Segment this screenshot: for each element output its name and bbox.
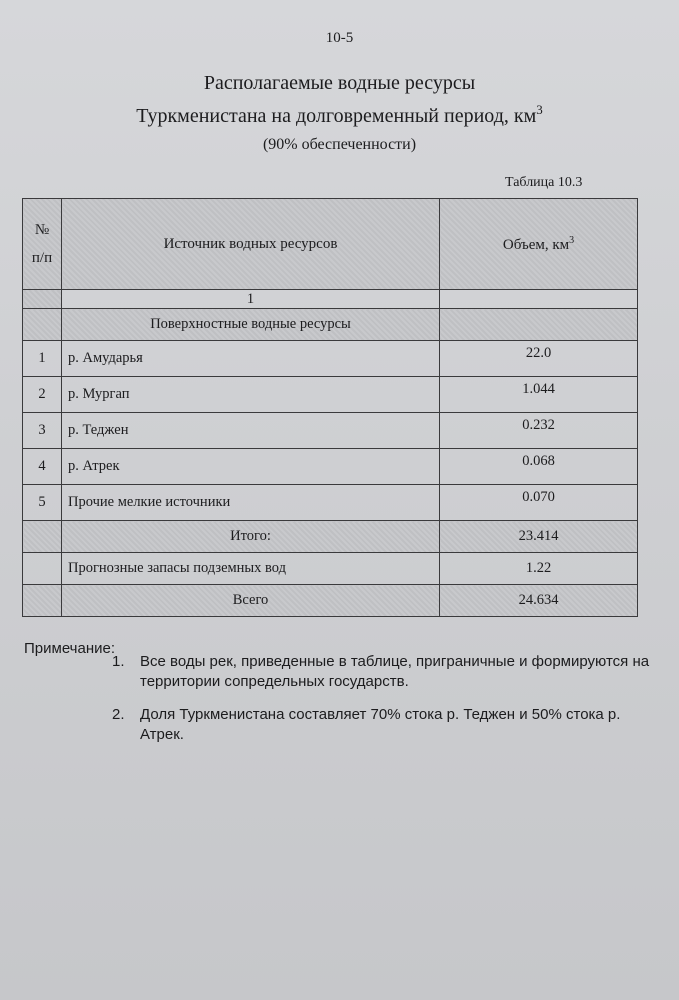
title-superscript: 3 <box>536 102 543 117</box>
note-number: 2. <box>112 706 125 723</box>
row-volume: 22.0 <box>440 341 638 377</box>
subtotal-value: 23.414 <box>440 521 638 553</box>
column-number-row <box>23 290 638 309</box>
header-volume <box>440 199 638 290</box>
groundwater-empty <box>23 553 62 585</box>
page-number: 10-5 <box>325 30 354 46</box>
row-volume: 0.232 <box>440 413 638 449</box>
table-row <box>23 377 638 413</box>
title-line-2 <box>0 102 679 128</box>
total-empty <box>23 585 62 617</box>
row-number: 5 <box>23 485 62 521</box>
header-number <box>23 199 62 290</box>
row-number: 1 <box>23 341 62 377</box>
header-source: Источник водных ресурсов <box>62 199 440 290</box>
table-label: Таблица 10.3 <box>505 175 583 190</box>
section-surface-row <box>23 309 638 341</box>
notes-label: Примечание: <box>24 640 115 657</box>
row-source: р. Мургап <box>62 377 440 413</box>
title-line-1: Располагаемые водные ресурсы <box>203 72 476 94</box>
section-surface-label: Поверхностные водные ресурсы <box>62 309 440 341</box>
section-empty-1 <box>23 309 62 341</box>
table-header-row <box>23 199 638 290</box>
subtotal-row <box>23 521 638 553</box>
header-number-line2: п/п <box>31 250 53 266</box>
table-row <box>23 413 638 449</box>
column-number-empty-1 <box>23 290 62 309</box>
row-volume: 0.070 <box>440 485 638 521</box>
note-number: 1. <box>112 653 125 670</box>
row-volume: 1.044 <box>440 377 638 413</box>
groundwater-row <box>23 553 638 585</box>
table-row <box>23 485 638 521</box>
table-row <box>23 449 638 485</box>
row-source: р. Теджен <box>62 413 440 449</box>
groundwater-label: Прогнозные запасы подземных вод <box>62 553 440 585</box>
subtitle: (90% обеспеченности) <box>262 136 417 153</box>
subtotal-empty <box>23 521 62 553</box>
column-number-empty-2 <box>440 290 638 309</box>
total-value: 24.634 <box>440 585 638 617</box>
column-number: 1 <box>62 290 440 309</box>
total-label: Всего <box>62 585 440 617</box>
row-source: р. Амударья <box>62 341 440 377</box>
water-resources-table <box>22 198 638 617</box>
note-text: Доля Туркменистана составляет 70% стока р. Теджен и 50% стока р. Атрек. <box>140 706 621 743</box>
header-volume-text: Объем, км <box>502 236 570 253</box>
section-empty-2 <box>440 309 638 341</box>
header-number-line1: № <box>34 222 50 238</box>
total-row <box>23 585 638 617</box>
row-number: 3 <box>23 413 62 449</box>
row-number: 2 <box>23 377 62 413</box>
title-line-2-text: Туркменистана на долговременный период, км <box>136 105 537 127</box>
table-row <box>23 341 638 377</box>
row-volume: 0.068 <box>440 449 638 485</box>
row-source: Прочие мелкие источники <box>62 485 440 521</box>
note-item <box>112 705 660 745</box>
row-source: р. Атрек <box>62 449 440 485</box>
note-text: Все воды рек, приведенные в таблице, приграничные и формируются на территории сопредельных государств. <box>140 653 650 690</box>
row-number: 4 <box>23 449 62 485</box>
header-volume-sup: 3 <box>569 234 575 246</box>
subtotal-label: Итого: <box>62 521 440 553</box>
note-item <box>112 652 660 692</box>
groundwater-value: 1.22 <box>440 553 638 585</box>
